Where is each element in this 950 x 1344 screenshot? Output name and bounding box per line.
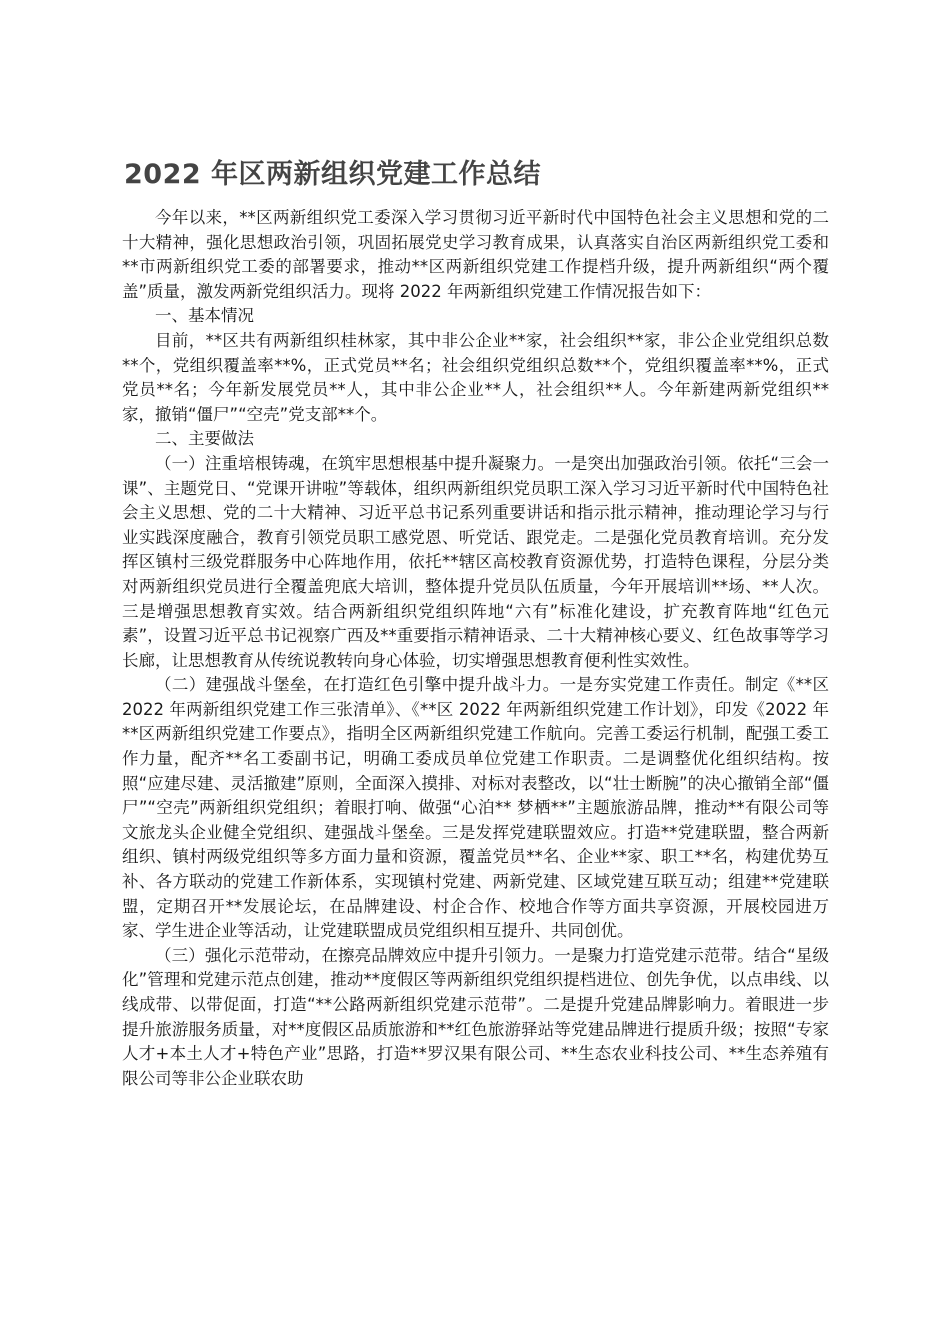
document-body [122,206,829,1091]
paragraph-practice-2: （二）建强战斗堡垒，在打造红色引擎中提升战斗力。一是夯实党建工作责任。制定《**区 2022 年两新组织党建工作三张清单》、《**区 2022 年两新组织党建工作计划》，印发《2022 年**区两新组织党建工作要点》，指明全区两新组织党建工作航向。完善工委运行机制，配强工委工作力量，配齐**名工委副书记，明确工委成员单位党建工作职责。二是调整优化组织结构。按照“应建尽建、灵活撤建”原则，全面深入摸排、对标对表整改，以“壮士断腕”的决心撤销全部“僵尸”“空壳”两新组织党组织；着眼打响、做强“心泊** 梦栖**”主题旅游品牌，推动**有限公司等文旅龙头企业健全党组织、建强战斗堡垒。三是发挥党建联盟效应。打造**党建联盟，整合两新组织、镇村两级党组织等多方面力量和资源，覆盖党员**名、企业**家、职工**名，构建优势互补、各方联动的党建工作新体系，实现镇村党建、两新党建、区域党建互联互动；组建**党建联盟，定期召开**发展论坛，在品牌建设、村企合作、校地合作等方面共享资源，开展校园进万家、学生进企业等活动，让党建联盟成员党组织相互提升、共同创优。 [122,675,829,941]
paragraph-basic-situation: 目前，**区共有两新组织桂林家，其中非公企业**家，社会组织**家，非公企业党组织总数**个，党组织覆盖率**%，正式党员**名；社会组织党组织总数**个，党组织覆盖率**%，正式党员**名；今年新发展党员**人，其中非公企业**人，社会组织**人。今年新建两新党组织**家，撤销“僵尸”“空壳”党支部**个。 [122,330,829,424]
section-heading-basic-situation: 一、基本情况 [155,306,254,326]
document-title: 2022 年区两新组织党建工作总结 [124,159,542,190]
paragraph-intro: 今年以来，**区两新组织党工委深入学习贯彻习近平新时代中国特色社会主义思想和党的二十大精神，强化思想政治引领，巩固拓展党史学习教育成果，认真落实自治区两新组织党工委和**市两新组织党工委的部署要求，推动**区两新组织党建工作提档升级，提升两新组织“两个覆盖”质量，激发两新党组织活力。现将 2022 年两新组织党建工作情况报告如下： [122,208,829,301]
section-heading-main-practices: 二、主要做法 [155,429,254,449]
paragraph-practice-3: （三）强化示范带动，在擦亮品牌效应中提升引领力。一是聚力打造党建示范带。结合“星级化”管理和党建示范点创建，推动**度假区等两新组织党组织提档进位、创先争优，以点串线、以线成带、以带促面，打造“**公路两新组织党建示范带”。二是提升党建品牌影响力。着眼进一步提升旅游服务质量，对**度假区品质旅游和**红色旅游驿站等党建品牌进行提质升级；按照“专家人才+本土人才+特色产业”思路，打造**罗汉果有限公司、**生态农业科技公司、**生态养殖有限公司等非公企业联农助 [122,945,829,1088]
paragraph-practice-1: （一）注重培根铸魂，在筑牢思想根基中提升凝聚力。一是突出加强政治引领。依托“三会一课”、主题党日、“党课开讲啦”等载体，组织两新组织党员职工深入学习习近平新时代中国特色社会主义思想、党的二十大精神、习近平总书记系列重要讲话和指示批示精神，推动理论学习与行业实践深度融合，教育引领党员职工感党恩、听党话、跟党走。二是强化党员教育培训。充分发挥区镇村三级党群服务中心阵地作用，依托**辖区高校教育资源优势，打造特色课程，分层分类对两新组织党员进行全覆盖兜底大培训，整体提升党员队伍质量，今年开展培训**场、**人次。三是增强思想教育实效。结合两新组织党组织阵地“六有”标准化建设，扩充教育阵地“红色元素”，设置习近平总书记视察广西及**重要指示精神语录、二十大精神核心要义、红色故事等学习长廊，让思想教育从传统说教转向身心体验，切实增强思想教育便利性实效性。 [122,453,830,670]
